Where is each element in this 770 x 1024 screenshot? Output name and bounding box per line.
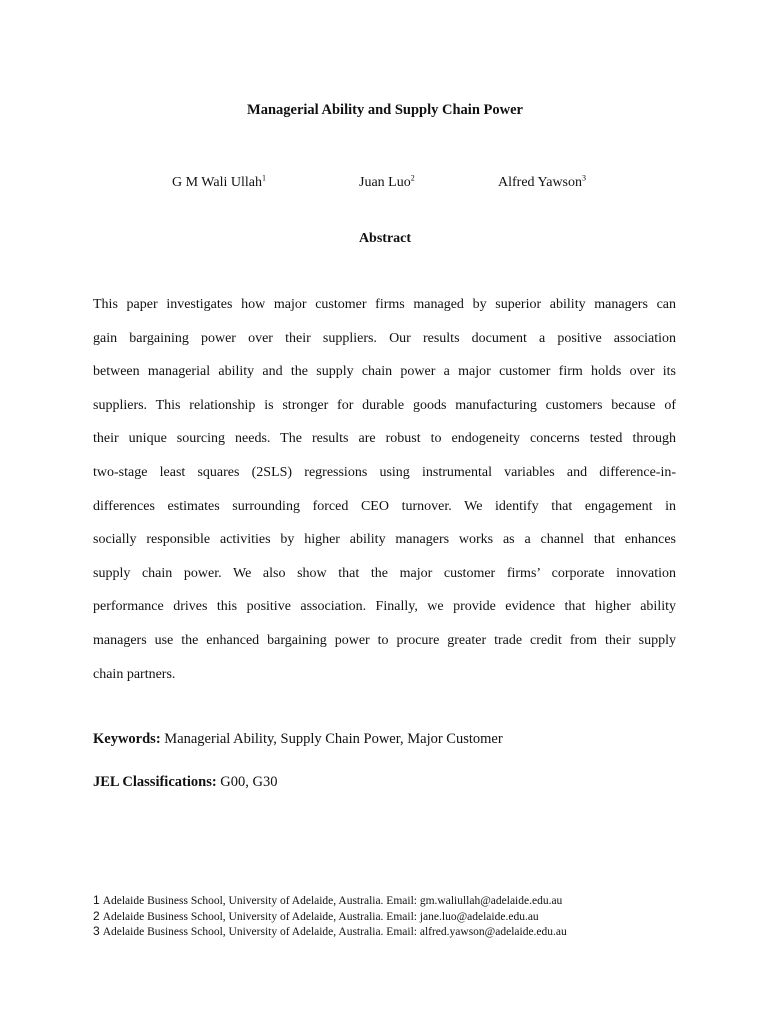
- author-name: Alfred Yawson: [498, 175, 582, 190]
- keywords-value: Managerial Ability, Supply Chain Power, Major Customer: [164, 731, 503, 747]
- footnotes: [93, 893, 567, 940]
- abstract-line: suppliers. This relationship is stronger for durable goods manufacturing customers because of: [93, 397, 676, 413]
- keywords: [93, 731, 503, 748]
- abstract-line: between managerial ability and the supply chain power a major customer firm holds over its: [93, 364, 676, 380]
- abstract-line: their unique sourcing needs. The results are robust to endogeneity concerns tested through: [93, 431, 676, 447]
- abstract-line: differences estimates surrounding forced CEO turnover. We identify that engagement in: [93, 498, 676, 514]
- abstract-line: gain bargaining power over their suppliers. Our results document a positive association: [93, 330, 676, 346]
- author-name: Juan Luo: [359, 175, 411, 190]
- jel-label: JEL Classifications:: [93, 774, 217, 790]
- abstract-body: [93, 288, 676, 691]
- author-footnote-mark: 2: [410, 173, 415, 183]
- jel-value: G00, G30: [220, 774, 278, 790]
- jel-classifications: [93, 774, 278, 791]
- paper-title: Managerial Ability and Supply Chain Power: [247, 102, 523, 118]
- footnote-number: 2: [93, 908, 100, 923]
- abstract-line: This paper investigates how major customer firms managed by superior ability managers can: [93, 297, 676, 312]
- footnote-text: Adelaide Business School, University of Adelaide, Australia. Email: jane.luo@adelaide.edu.au: [102, 910, 539, 923]
- author-footnote-mark: 3: [582, 173, 586, 183]
- author-1: [172, 175, 266, 191]
- abstract-line: performance drives this positive association. Finally, we provide evidence that higher ability: [93, 599, 676, 615]
- abstract-line: chain partners.: [93, 666, 176, 682]
- footnote-text: Adelaide Business School, University of Adelaide, Australia. Email: gm.waliullah@adelaide.edu.au: [102, 895, 563, 907]
- author-2: [359, 175, 415, 191]
- author-footnote-mark: 1: [262, 173, 266, 183]
- footnote: [93, 924, 567, 940]
- footnote-number: 3: [93, 924, 100, 938]
- abstract-line: two-stage least squares (2SLS) regressions using instrumental variables and difference-in-: [93, 464, 676, 480]
- keywords-label: Keywords:: [93, 731, 161, 747]
- footnote-text: Adelaide Business School, University of Adelaide, Australia. Email: alfred.yawson@adelaide.edu.au: [102, 926, 567, 938]
- author-name: G M Wali Ullah: [172, 175, 262, 190]
- author-3: [498, 175, 586, 191]
- abstract-heading: Abstract: [358, 231, 412, 246]
- abstract-line: supply chain power. We also show that the major customer firms’ corporate innovation: [93, 565, 676, 581]
- footnote: [93, 893, 567, 909]
- footnote: [93, 909, 567, 925]
- footnote-number: 1: [93, 893, 100, 907]
- abstract-line: managers use the enhanced bargaining power to procure greater trade credit from their supply: [93, 632, 676, 648]
- abstract-line: socially responsible activities by higher ability managers works as a channel that enhances: [93, 532, 676, 548]
